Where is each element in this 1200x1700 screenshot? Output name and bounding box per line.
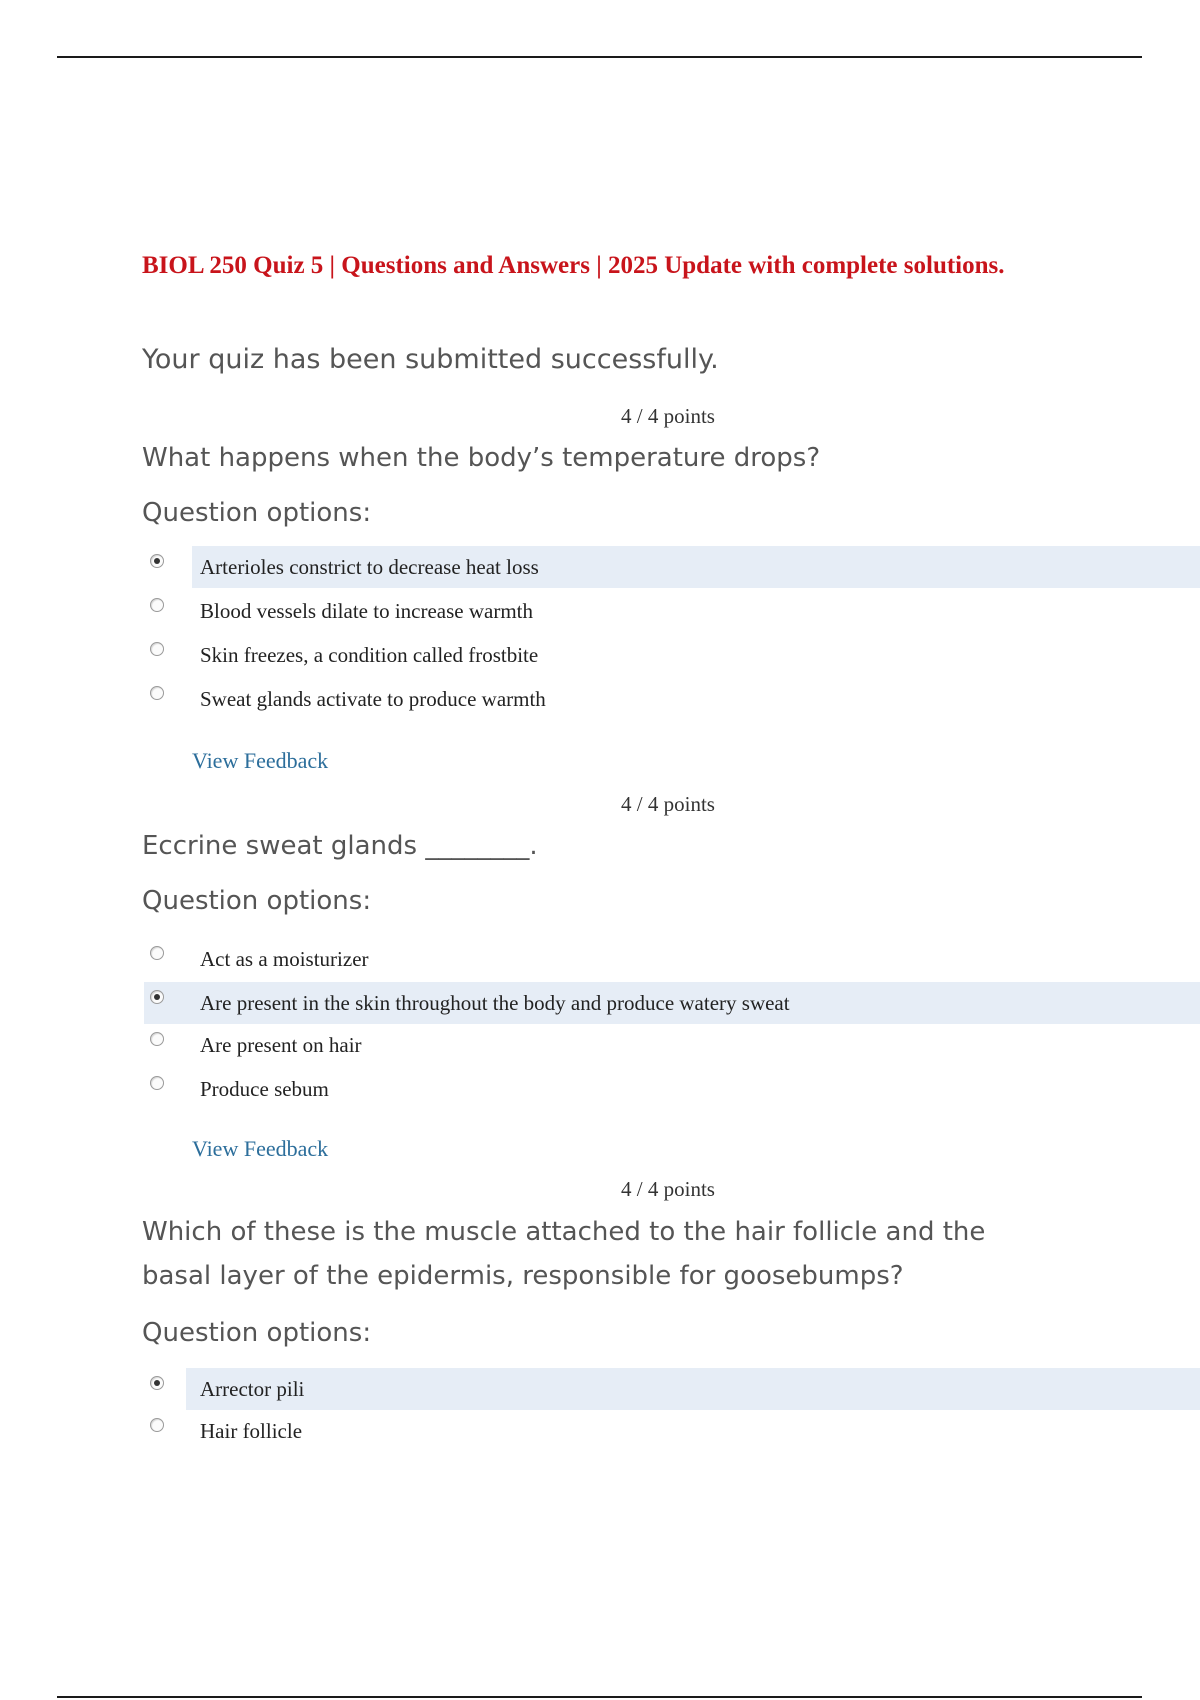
- radio-checked-icon[interactable]: [150, 554, 164, 568]
- option-label: Act as a moisturizer: [200, 947, 369, 971]
- option-label: Sweat glands activate to produce warmth: [200, 687, 546, 711]
- question-3-text: [142, 1210, 985, 1298]
- question-3-options-label: Question options:: [142, 1318, 372, 1348]
- question-1-view-feedback-link[interactable]: View Feedback: [192, 748, 329, 773]
- option-label: Blood vessels dilate to increase warmth: [200, 599, 533, 623]
- option-label: Produce sebum: [200, 1077, 329, 1101]
- radio-checked-icon[interactable]: [150, 1376, 164, 1390]
- question-1-option-4[interactable]: [142, 678, 1200, 720]
- question-2-option-4[interactable]: [142, 1068, 1200, 1110]
- question-1-points: 4 / 4 points: [621, 404, 715, 428]
- option-label: Arterioles constrict to decrease heat loss: [200, 555, 539, 579]
- radio-checked-icon[interactable]: [150, 990, 164, 1004]
- question-3-option-2[interactable]: [142, 1410, 1200, 1452]
- question-3-points: 4 / 4 points: [621, 1177, 715, 1201]
- question-2-points: 4 / 4 points: [621, 792, 715, 816]
- question-2-option-3[interactable]: [142, 1024, 1200, 1066]
- question-1-option-1[interactable]: [142, 546, 1200, 588]
- question-2-view-feedback-link[interactable]: View Feedback: [192, 1136, 329, 1161]
- question-2-text: Eccrine sweat glands ________.: [142, 831, 538, 861]
- option-label: Skin freezes, a condition called frostbite: [200, 643, 539, 667]
- radio-unchecked-icon[interactable]: [150, 598, 164, 612]
- question-1-text: What happens when the body’s temperature drops?: [142, 443, 821, 473]
- radio-unchecked-icon[interactable]: [150, 1076, 164, 1090]
- submission-message: Your quiz has been submitted successfully.: [142, 344, 719, 375]
- question-1-options-label: Question options:: [142, 498, 372, 528]
- question-2-option-1[interactable]: [142, 938, 1200, 980]
- radio-unchecked-icon[interactable]: [150, 1032, 164, 1046]
- question-3-text-line-1: Which of these is the muscle attached to the hair follicle and the: [142, 1217, 986, 1247]
- radio-unchecked-icon[interactable]: [150, 946, 164, 960]
- option-label: Arrector pili: [200, 1377, 305, 1401]
- radio-unchecked-icon[interactable]: [150, 686, 164, 700]
- selected-highlight: [186, 1368, 1200, 1410]
- option-label: Are present in the skin throughout the body and produce watery sweat: [200, 991, 790, 1015]
- question-1-option-2[interactable]: [142, 590, 1200, 632]
- document-title: BIOL 250 Quiz 5 | Questions and Answers | 2025 Update with complete solutions.: [142, 252, 1005, 279]
- radio-unchecked-icon[interactable]: [150, 642, 164, 656]
- option-label: Are present on hair: [200, 1033, 362, 1057]
- question-1-option-3[interactable]: [142, 634, 1200, 676]
- question-3-text-line-2: basal layer of the epidermis, responsible for goosebumps?: [142, 1261, 904, 1291]
- option-label: Hair follicle: [200, 1419, 303, 1443]
- question-2-options-label: Question options:: [142, 886, 372, 916]
- bottom-rule: [57, 1696, 1142, 1698]
- radio-unchecked-icon[interactable]: [150, 1418, 164, 1432]
- top-rule: [57, 56, 1142, 58]
- question-2-option-2[interactable]: [142, 982, 1200, 1024]
- question-3-option-1[interactable]: [142, 1368, 1200, 1410]
